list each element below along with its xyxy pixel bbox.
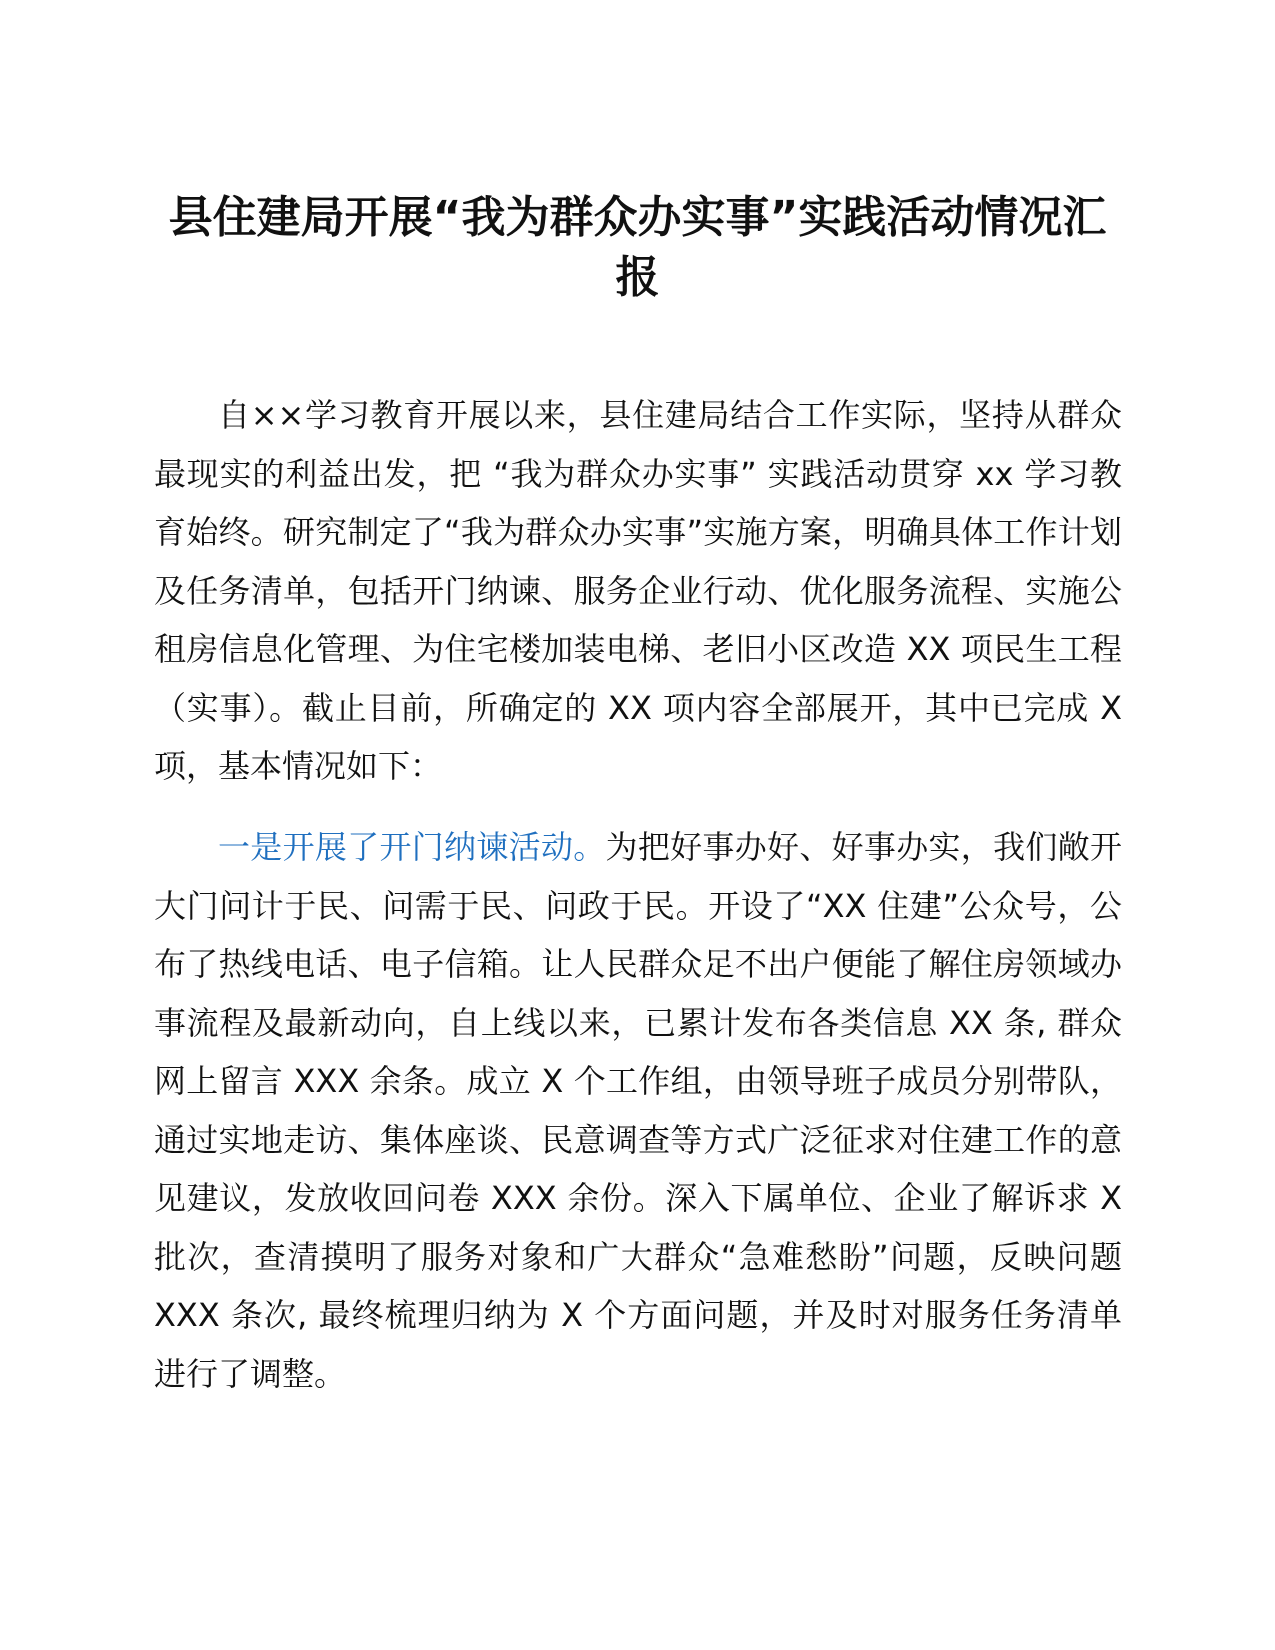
- paragraph-body: 为把好事办好、好事办实，我们敞开大门问计于民、问需于民、问政于民。开设了“XX 住建”公众号，公布了热线电话、电子信箱。让人民群众足不出户便能了解住房领域办事流程及最新动向，自上线以来，已累计发布各类信息 XX 条, 群众网上留言 XXX 余条。成立 X 个工作组，由领导班子成员分别带队，通过实地走访、集体座谈、民意调查等方式广泛征求对住建工作的意见建议，发放收回问卷 XXX 余份。深入下属单位、企业了解诉求 X 批次，查清摸明了服务对象和广大群众“急难愁盼”问题，反映问题 XXX 条次, 最终梳理归纳为 X 个方面问题，并及时对服务任务清单进行了调整。: [154, 828, 1122, 1393]
- document-title: 县住建局开展“我为群众办实事”实践活动情况汇报: [168, 192, 1107, 303]
- paragraph-heading: 一是开展了开门纳谏活动。: [218, 828, 606, 866]
- paragraph-introduction: 自××学习教育开展以来，县住建局结合工作实际，坚持从群众最现实的利益出发，把 “我为群众办实事” 实践活动贯穿 xx 学习教育始终。研究制定了“我为群众办实事”实施方案，明确具体工作计划及任务清单，包括开门纳谏、服务企业行动、优化服务流程、实施公租房信息化管理、为住宅楼加装电梯、老旧小区改造 XX 项民生工程（实事）。截止目前，所确定的 XX 项内容全部展开，其中已完成 X 项，基本情况如下：: [154, 396, 1122, 785]
- paragraph-open-door-activity: [154, 818, 1122, 1403]
